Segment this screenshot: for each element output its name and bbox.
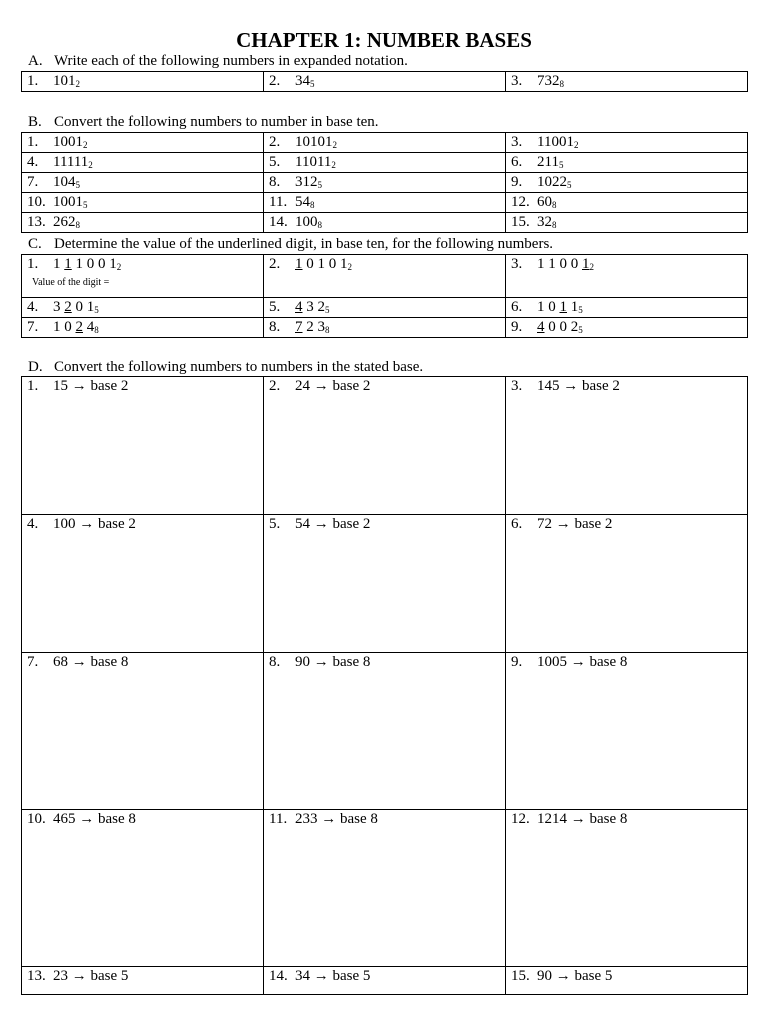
table-row [22,298,748,318]
section-c-letter: C. [28,236,42,252]
question-cell [264,298,506,318]
conversion-task: 54 → base 2 [295,516,371,532]
conversion-task: 1005 → base 8 [537,654,628,670]
question-number: 8. [269,319,281,335]
conversion-task: 465 → base 8 [53,811,136,827]
base-subscript: 2 [573,140,579,150]
base-subscript: 8 [552,200,557,210]
question-number: 11. [269,811,288,827]
question-cell [22,193,264,213]
question-number: 4. [27,154,39,170]
question-cell [264,653,506,810]
table-row [22,213,748,233]
question-number: 7. [27,654,39,670]
digits-after: 0 1 [71,299,95,315]
underlined-digit: 2 [64,299,72,315]
question-number: 7. [27,319,39,335]
question-cell [506,255,748,298]
section-c-table [21,254,748,338]
table-row [22,318,748,338]
underlined-digit: 1 [582,256,590,272]
question-number: 15. [511,214,530,230]
section-d-table [21,376,748,995]
base-subscript: 2 [75,79,80,89]
question-cell [264,255,506,298]
question-number: 8. [269,174,281,190]
underlined-digit: 2 [75,319,83,335]
question-cell [22,653,264,810]
section-c-instruction: Determine the value of the underlined digit, in base ten, for the following numbers. [54,236,554,252]
base-subscript: 2 [88,160,93,170]
question-value: 1022 [537,174,567,190]
question-number: 13. [27,968,46,984]
base-subscript: 2 [116,262,122,272]
digits-before: 1 0 [53,319,76,335]
question-cell [22,377,264,515]
question-cell [506,213,748,233]
question-cell [264,810,506,967]
section-a-heading [28,52,408,70]
question-value: 34 [295,73,310,89]
section-b-heading [28,113,379,131]
question-number: 1. [27,378,39,394]
question-cell [506,318,748,338]
digits-after: 0 1 0 1 [302,256,348,272]
conversion-task: 145 → base 2 [537,378,620,394]
table-row [22,153,748,173]
question-number: 14. [269,214,288,230]
base-subscript: 5 [578,325,583,335]
conversion-task: 100 → base 2 [53,516,136,532]
table-row [22,515,748,653]
base-subscript: 8 [75,220,80,230]
question-cell [506,810,748,967]
base-subscript: 8 [94,325,99,335]
question-cell [22,173,264,193]
question-number: 9. [511,654,523,670]
question-cell [22,153,264,173]
question-cell [264,967,506,995]
base-subscript: 5 [567,180,572,190]
question-number: 13. [27,214,46,230]
section-a-table [21,71,748,92]
question-number: 3. [511,134,523,150]
base-subscript: 5 [310,79,315,89]
question-cell [264,72,506,92]
base-subscript: 2 [347,262,352,272]
digits-before: 1 0 [537,299,560,315]
conversion-task: 68 → base 8 [53,654,129,670]
question-cell [264,515,506,653]
digits-after: 2 3 [302,319,325,335]
base-subscript: 8 [317,220,322,230]
question-value: 211 [537,154,559,170]
question-value: 1001 [53,134,83,150]
section-d-instruction: Convert the following numbers to numbers in the stated base. [54,359,424,375]
question-value: 104 [53,174,76,190]
question-cell [506,153,748,173]
question-number: 5. [269,299,281,315]
question-value: 262 [53,214,76,230]
conversion-task: 24 → base 2 [295,378,371,394]
base-subscript: 5 [94,305,99,315]
question-cell [22,967,264,995]
question-number: 10. [27,811,46,827]
question-number: 3. [511,73,523,89]
question-cell [506,653,748,810]
question-value: 11001 [537,134,574,150]
question-number: 2. [269,134,281,150]
question-cell [264,153,506,173]
base-subscript: 8 [325,325,330,335]
question-number: 6. [511,154,523,170]
question-number: 6. [511,516,523,532]
page-title: CHAPTER 1: NUMBER BASES [236,28,532,52]
conversion-task: 15 → base 2 [53,378,129,394]
question-number: 2. [269,378,281,394]
question-number: 12. [511,811,530,827]
table-row [22,72,748,92]
question-value: 54 [295,194,310,210]
base-subscript: 8 [310,200,315,210]
digits-before: 3 [53,299,65,315]
base-subscript: 5 [317,180,322,190]
question-number: 12. [511,194,530,210]
question-number: 9. [511,319,523,335]
base-subscript: 5 [83,200,88,210]
question-cell [22,298,264,318]
table-row [22,377,748,515]
question-cell [506,967,748,995]
question-number: 2. [269,256,281,272]
question-number: 15. [511,968,530,984]
question-number: 8. [269,654,281,670]
section-c-heading [28,235,553,253]
question-value: 101 [53,73,76,89]
conversion-task: 233 → base 8 [295,811,378,827]
conversion-task: 90 → base 8 [295,654,371,670]
question-cell [22,318,264,338]
section-a-letter: A. [28,53,43,69]
question-cell [506,298,748,318]
question-number: 3. [511,256,523,272]
base-subscript: 8 [559,79,564,89]
question-cell [22,255,264,298]
question-number: 1. [27,256,39,272]
question-value: 732 [537,73,560,89]
question-cell [506,72,748,92]
question-number: 7. [27,174,39,190]
question-value: 312 [295,174,318,190]
question-cell [22,515,264,653]
table-row [22,967,748,995]
question-cell [506,133,748,153]
question-number: 5. [269,154,281,170]
digits-after: 1 0 0 1 [71,256,117,272]
section-a-instruction: Write each of the following numbers in expanded notation. [54,53,408,69]
section-b-instruction: Convert the following numbers to number in base ten. [54,114,379,130]
question-number: 2. [269,73,281,89]
question-number: 10. [27,194,46,210]
base-subscript: 5 [578,305,583,315]
digits-before: 1 1 0 0 [537,256,582,272]
section-d-heading [28,358,423,376]
question-number: 4. [27,299,39,315]
question-cell [506,173,748,193]
digits-after: 4 [83,319,95,335]
table-row [22,810,748,967]
question-cell [264,213,506,233]
question-value: 100 [295,214,318,230]
value-of-digit-note: Value of the digit = [32,277,110,288]
conversion-task: 90 → base 5 [537,968,613,984]
section-b-table [21,132,748,233]
underlined-digit: 7 [295,319,303,335]
question-value: 60 [537,194,552,210]
question-cell [264,133,506,153]
question-value: 11011 [295,154,332,170]
question-cell [264,193,506,213]
section-d-letter: D. [28,359,43,375]
table-row [22,173,748,193]
base-subscript: 8 [552,220,557,230]
question-number: 3. [511,378,523,394]
question-cell [264,173,506,193]
question-cell [264,377,506,515]
digits-after: 3 2 [302,299,325,315]
question-cell [506,515,748,653]
question-number: 1. [27,73,39,89]
question-value: 1001 [53,194,83,210]
table-row [22,255,748,298]
question-cell [22,133,264,153]
base-subscript: 5 [325,305,330,315]
base-subscript: 5 [75,180,80,190]
table-row [22,193,748,213]
table-row [22,653,748,810]
question-number: 5. [269,516,281,532]
question-value: 10101 [295,134,333,150]
question-number: 1. [27,134,39,150]
conversion-task: 34 → base 5 [295,968,371,984]
base-subscript: 2 [332,140,337,150]
question-cell [506,193,748,213]
underlined-digit: 1 [559,299,567,315]
conversion-task: 72 → base 2 [537,516,613,532]
digits-after: 0 0 2 [544,319,579,335]
base-subscript: 2 [331,160,336,170]
underlined-digit: 1 [64,256,72,272]
table-row [22,133,748,153]
question-number: 9. [511,174,523,190]
question-cell [506,377,748,515]
underlined-digit: 4 [295,299,303,315]
question-number: 14. [269,968,288,984]
question-number: 6. [511,299,523,315]
base-subscript: 2 [83,140,88,150]
conversion-task: 1214 → base 8 [537,811,628,827]
question-cell [22,213,264,233]
base-subscript: 5 [558,160,564,170]
question-number: 11. [269,194,288,210]
base-subscript: 2 [589,262,594,272]
underlined-digit: 4 [537,319,545,335]
question-number: 4. [27,516,39,532]
question-cell [22,72,264,92]
question-value: 11111 [53,154,89,170]
digits-before: 1 [53,256,65,272]
question-cell [264,318,506,338]
question-value: 32 [537,214,552,230]
digits-after: 1 [567,299,579,315]
question-cell [22,810,264,967]
underlined-digit: 1 [295,256,303,272]
conversion-task: 23 → base 5 [53,968,129,984]
section-b-letter: B. [28,114,42,130]
